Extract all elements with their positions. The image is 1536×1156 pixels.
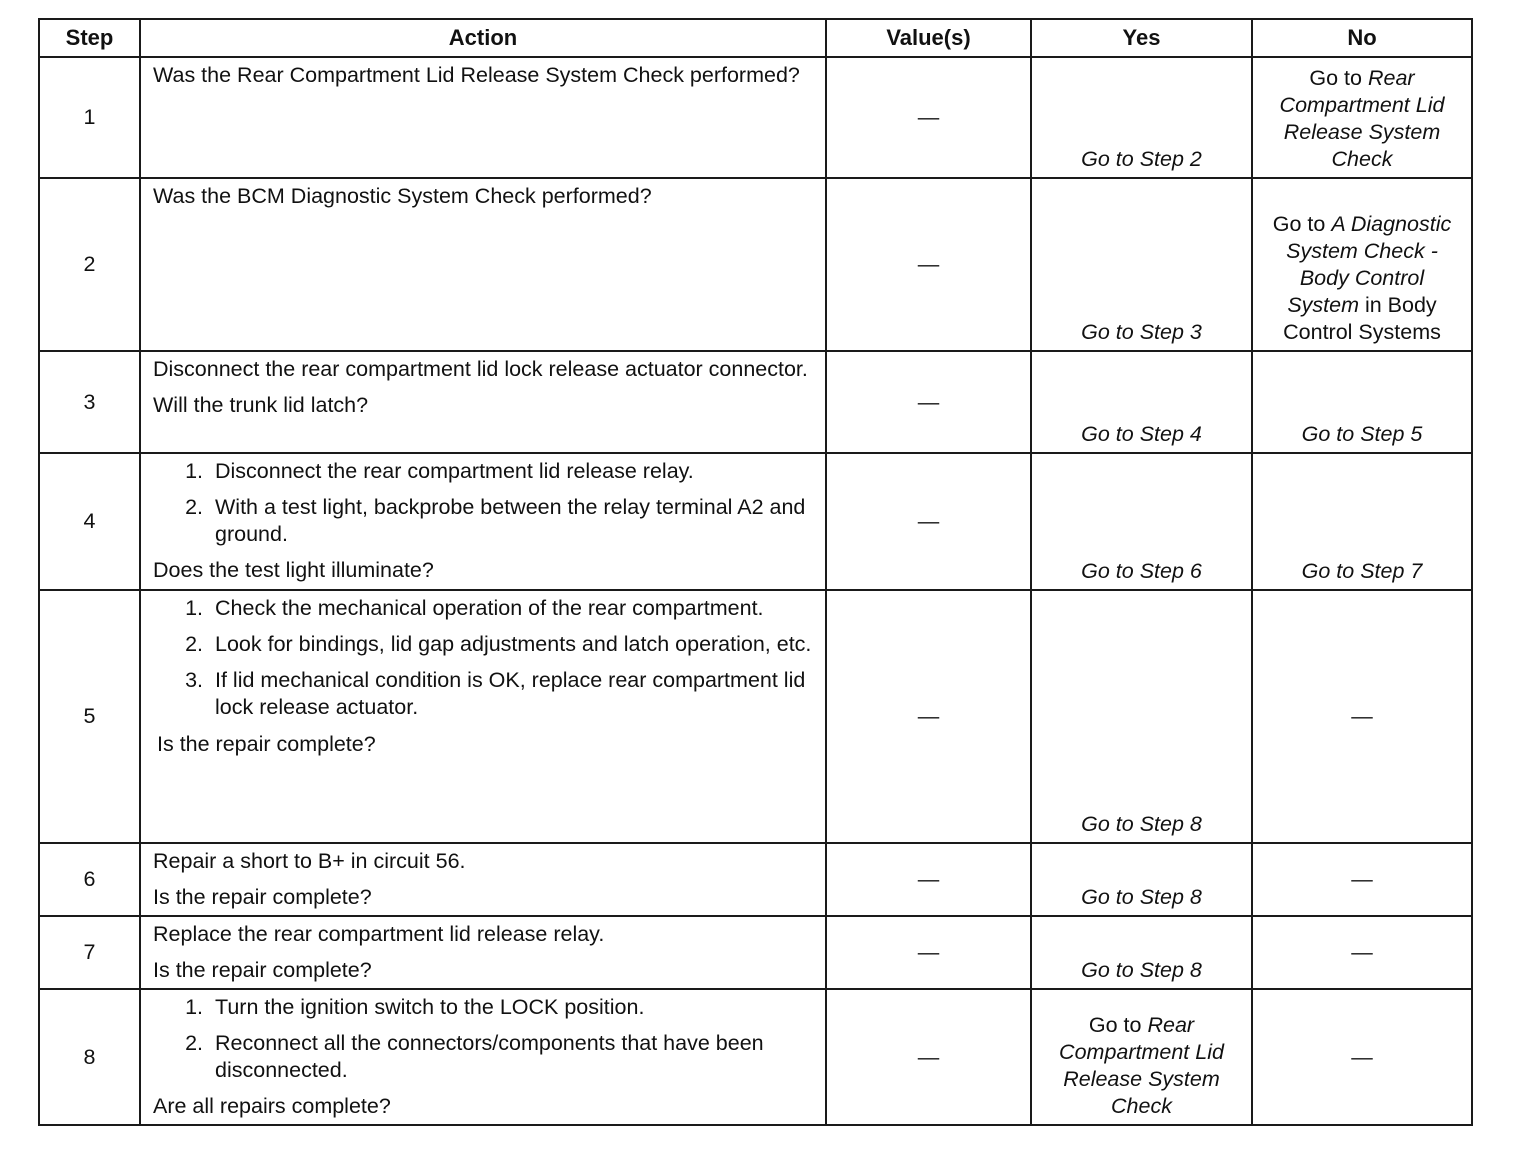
- header-step: Step: [39, 19, 140, 57]
- header-action: Action: [140, 19, 826, 57]
- value-cell: —: [826, 351, 1031, 453]
- no-cell: Go to A Diagnostic System Check - Body Control System in Body Control Systems: [1252, 178, 1472, 351]
- diagnostic-table: [38, 18, 1473, 1126]
- action-cell: [140, 351, 826, 453]
- table-row: [39, 916, 1472, 989]
- step-number: 4: [39, 453, 140, 590]
- table-row: [39, 57, 1472, 178]
- no-cell: —: [1252, 989, 1472, 1125]
- action-list: [153, 458, 813, 548]
- step-number: 5: [39, 590, 140, 843]
- action-question: Is the repair complete?: [153, 885, 372, 909]
- value-cell: —: [826, 453, 1031, 590]
- no-cell: —: [1252, 590, 1472, 843]
- header-row: [39, 19, 1472, 57]
- action-text: Disconnect the rear compartment lid lock release actuator connector.: [153, 357, 808, 381]
- list-item: 2. With a test light, backprobe between the relay terminal A2 and ground.: [209, 494, 813, 548]
- no-cell: —: [1252, 916, 1472, 989]
- action-cell: [140, 843, 826, 916]
- yes-cell: Go to Step 3: [1031, 178, 1252, 351]
- yes-cell: Go to Step 8: [1031, 843, 1252, 916]
- action-question: Is the repair complete?: [153, 958, 372, 982]
- action-list: [153, 595, 813, 721]
- yes-cell: Go to Step 8: [1031, 916, 1252, 989]
- action-text: Repair a short to B+ in circuit 56.: [153, 849, 466, 873]
- action-cell: [140, 989, 826, 1125]
- action-text: Was the Rear Compartment Lid Release System Check performed?: [153, 63, 800, 87]
- yes-cell: Go to Step 8: [1031, 590, 1252, 843]
- yes-cell: Go to Step 2: [1031, 57, 1252, 178]
- table-row: [39, 843, 1472, 916]
- step-number: 7: [39, 916, 140, 989]
- list-item: 1. Turn the ignition switch to the LOCK position.: [209, 994, 813, 1021]
- list-item: 3. If lid mechanical condition is OK, replace rear compartment lid lock release actuator.: [209, 667, 813, 721]
- value-cell: —: [826, 590, 1031, 843]
- table-row: [39, 590, 1472, 843]
- action-question: Is the repair complete?: [157, 732, 376, 756]
- table-row: [39, 351, 1472, 453]
- list-item: 2. Reconnect all the connectors/components that have been disconnected.: [209, 1030, 813, 1084]
- action-cell: [140, 590, 826, 843]
- table-row: [39, 989, 1472, 1125]
- action-question: Does the test light illuminate?: [153, 558, 434, 582]
- header-yes: Yes: [1031, 19, 1252, 57]
- action-cell: [140, 57, 826, 178]
- header-no: No: [1252, 19, 1472, 57]
- no-cell: —: [1252, 843, 1472, 916]
- action-cell: [140, 453, 826, 590]
- step-number: 3: [39, 351, 140, 453]
- list-item: 2. Look for bindings, lid gap adjustments and latch operation, etc.: [209, 631, 813, 658]
- step-number: 2: [39, 178, 140, 351]
- table-row: [39, 178, 1472, 351]
- action-question: Will the trunk lid latch?: [153, 393, 369, 417]
- value-cell: —: [826, 178, 1031, 351]
- action-question: Are all repairs complete?: [153, 1094, 391, 1118]
- table-row: [39, 453, 1472, 590]
- value-cell: —: [826, 57, 1031, 178]
- step-number: 8: [39, 989, 140, 1125]
- list-item: 1. Disconnect the rear compartment lid release relay.: [209, 458, 813, 485]
- action-text: Replace the rear compartment lid release relay.: [153, 922, 605, 946]
- yes-cell: Go to Rear Compartment Lid Release System Check: [1031, 989, 1252, 1125]
- step-number: 1: [39, 57, 140, 178]
- value-cell: —: [826, 916, 1031, 989]
- yes-cell: Go to Step 4: [1031, 351, 1252, 453]
- value-cell: —: [826, 843, 1031, 916]
- action-cell: [140, 178, 826, 351]
- header-values: Value(s): [826, 19, 1031, 57]
- yes-cell: Go to Step 6: [1031, 453, 1252, 590]
- no-cell: Go to Step 7: [1252, 453, 1472, 590]
- step-number: 6: [39, 843, 140, 916]
- action-cell: [140, 916, 826, 989]
- no-cell: Go to Step 5: [1252, 351, 1472, 453]
- no-cell: Go to Rear Compartment Lid Release System Check: [1252, 57, 1472, 178]
- list-item: 1. Check the mechanical operation of the rear compartment.: [209, 595, 813, 622]
- value-cell: —: [826, 989, 1031, 1125]
- action-text: Was the BCM Diagnostic System Check performed?: [153, 184, 652, 208]
- action-list: [153, 994, 813, 1084]
